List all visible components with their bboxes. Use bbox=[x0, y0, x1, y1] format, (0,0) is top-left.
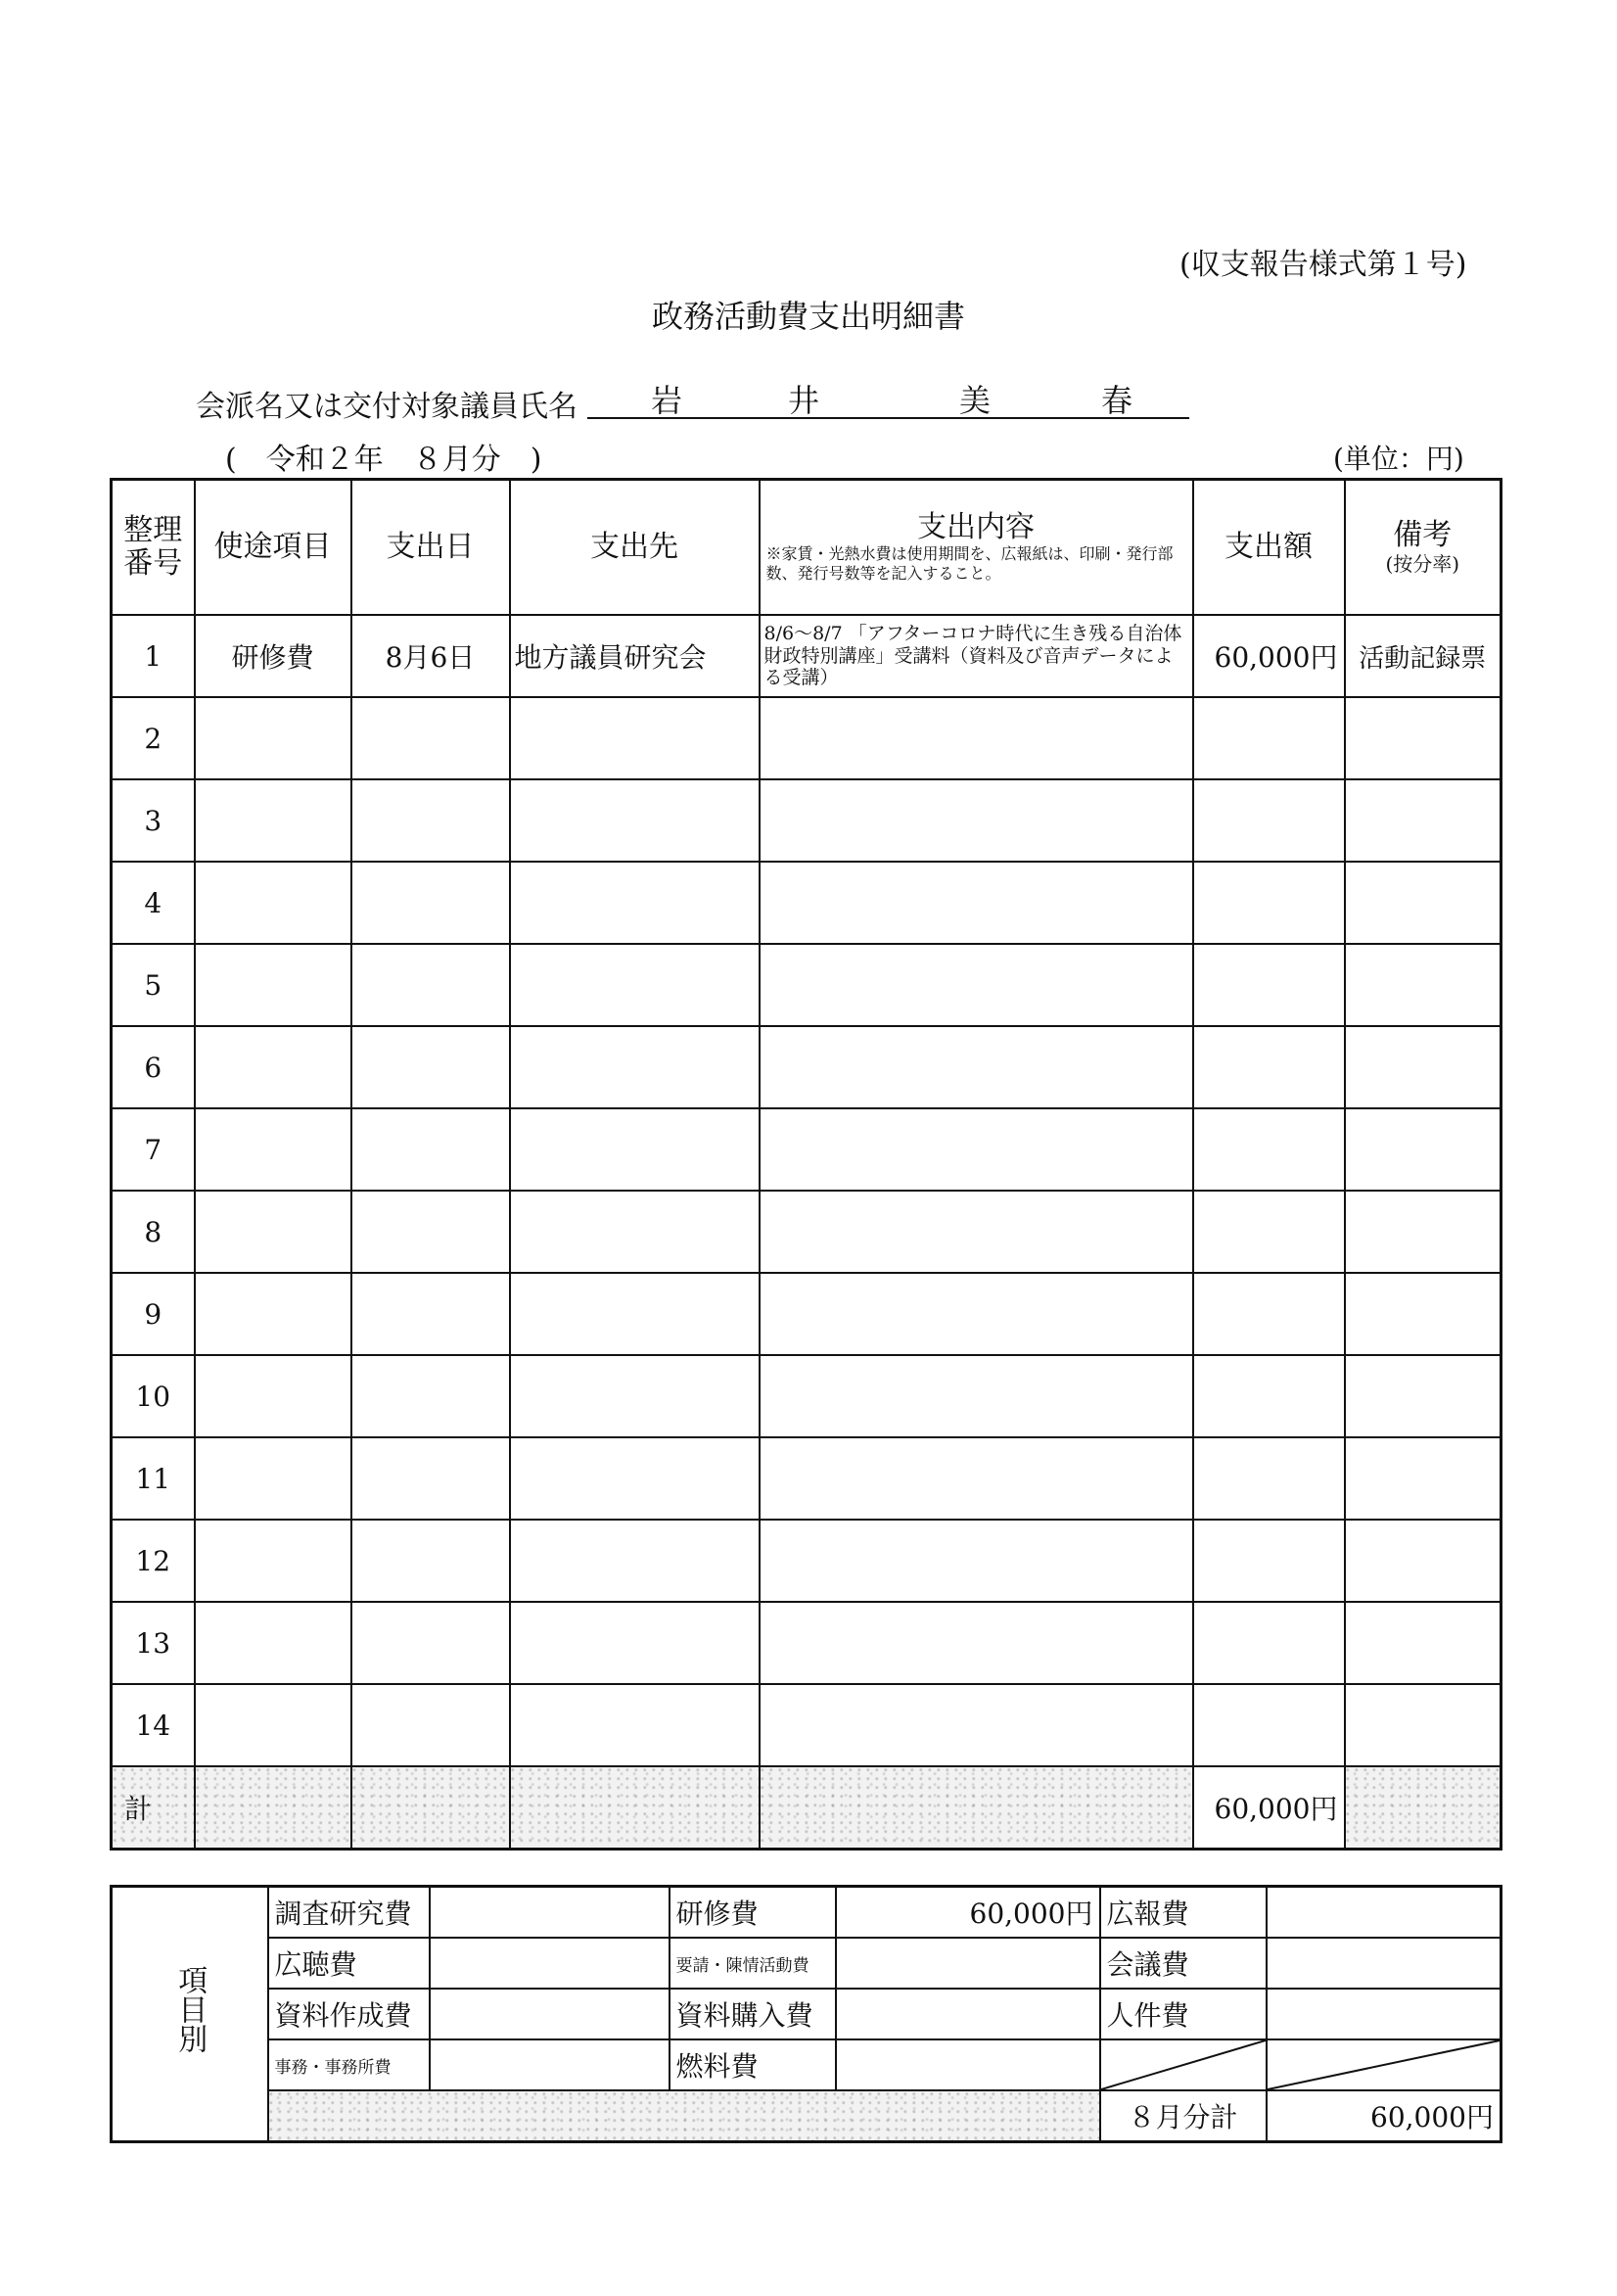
table-row bbox=[112, 1437, 1502, 1520]
summary-label: 要請・陳情活動費 bbox=[670, 1938, 836, 1989]
expense-table bbox=[110, 478, 1502, 1851]
cell-category bbox=[195, 1602, 351, 1684]
cell-no: 4 bbox=[112, 862, 195, 944]
summary-value bbox=[1267, 1938, 1502, 1989]
cell-date bbox=[351, 1273, 510, 1355]
cell-date bbox=[351, 1684, 510, 1766]
cell-remarks bbox=[1345, 1108, 1502, 1191]
cell-amount bbox=[1193, 944, 1345, 1026]
cell-category bbox=[195, 1437, 351, 1520]
summary-side-text: 項目別 bbox=[172, 1965, 208, 2053]
total-amount: 60,000円 bbox=[1193, 1766, 1345, 1850]
cell-no: 11 bbox=[112, 1437, 195, 1520]
cell-content bbox=[760, 1191, 1193, 1273]
summary-label: 広聴費 bbox=[268, 1938, 430, 1989]
cell-no: 8 bbox=[112, 1191, 195, 1273]
cell-category bbox=[195, 862, 351, 944]
name-char: 岩 bbox=[651, 382, 683, 419]
cell-category bbox=[195, 944, 351, 1026]
cell-amount bbox=[1193, 779, 1345, 862]
cell-no: 1 bbox=[112, 615, 195, 697]
header-content-note: ※家賃・光熱水費は使用期間を、広報紙は、印刷・発行部数、発行号数等を記入すること。 bbox=[765, 544, 1174, 584]
table-row bbox=[112, 1355, 1502, 1437]
cell-content bbox=[760, 1108, 1193, 1191]
summary-label: 人件費 bbox=[1100, 1989, 1267, 2039]
table-row bbox=[112, 615, 1502, 697]
summary-value: 60,000円 bbox=[836, 1887, 1100, 1939]
shaded-cell bbox=[510, 1766, 760, 1850]
cell-remarks bbox=[1345, 1602, 1502, 1684]
cell-date bbox=[351, 862, 510, 944]
header-remarks-sub: (按分率) bbox=[1385, 551, 1460, 576]
summary-value bbox=[430, 1989, 670, 2039]
diagonal-cell bbox=[1267, 2039, 1502, 2090]
diagonal-cell bbox=[1100, 2039, 1267, 2090]
header-no: 整理番号 bbox=[112, 480, 195, 616]
cell-content: 8/6～8/7 「アフターコロナ時代に生き残る自治体財政特別講座」受講料（資料及び音声データによる受講） bbox=[760, 615, 1193, 697]
summary-label: 燃料費 bbox=[670, 2039, 836, 2090]
month-total-label: ８月分計 bbox=[1100, 2090, 1267, 2142]
cell-content bbox=[760, 944, 1193, 1026]
cell-amount bbox=[1193, 1273, 1345, 1355]
cell-payee bbox=[510, 1191, 760, 1273]
table-row bbox=[112, 1602, 1502, 1684]
cell-payee bbox=[510, 944, 760, 1026]
table-row bbox=[112, 1520, 1502, 1602]
cell-amount bbox=[1193, 1191, 1345, 1273]
cell-category bbox=[195, 1684, 351, 1766]
summary-label: 資料購入費 bbox=[670, 1989, 836, 2039]
cell-date bbox=[351, 1108, 510, 1191]
cell-remarks bbox=[1345, 1026, 1502, 1108]
cell-payee bbox=[510, 1684, 760, 1766]
cell-content bbox=[760, 779, 1193, 862]
cell-amount bbox=[1193, 1108, 1345, 1191]
table-row bbox=[112, 779, 1502, 862]
cell-amount bbox=[1193, 697, 1345, 779]
cell-no: 10 bbox=[112, 1355, 195, 1437]
table-row bbox=[112, 1684, 1502, 1766]
cell-remarks bbox=[1345, 1684, 1502, 1766]
category-summary-table bbox=[110, 1885, 1502, 2143]
cell-category bbox=[195, 1520, 351, 1602]
shaded-cell bbox=[760, 1766, 1193, 1850]
cell-no: 5 bbox=[112, 944, 195, 1026]
cell-remarks: 活動記録票 bbox=[1345, 615, 1502, 697]
cell-content bbox=[760, 862, 1193, 944]
summary-value bbox=[430, 2039, 670, 2090]
cell-category bbox=[195, 697, 351, 779]
header-date: 支出日 bbox=[351, 480, 510, 616]
unit-label: (単位：円) bbox=[1333, 443, 1464, 475]
cell-remarks bbox=[1345, 1437, 1502, 1520]
month-total-value: 60,000円 bbox=[1267, 2090, 1502, 2142]
table-row bbox=[112, 1191, 1502, 1273]
header-remarks bbox=[1345, 480, 1502, 616]
cell-amount bbox=[1193, 1026, 1345, 1108]
cell-remarks bbox=[1345, 779, 1502, 862]
cell-content bbox=[760, 1026, 1193, 1108]
cell-date bbox=[351, 944, 510, 1026]
cell-no: 6 bbox=[112, 1026, 195, 1108]
cell-no: 13 bbox=[112, 1602, 195, 1684]
cell-category bbox=[195, 1355, 351, 1437]
name-field bbox=[587, 372, 1189, 419]
summary-label: 調査研究費 bbox=[268, 1887, 430, 1939]
cell-no: 3 bbox=[112, 779, 195, 862]
cell-date bbox=[351, 1355, 510, 1437]
shaded-cell bbox=[268, 2090, 1100, 2142]
cell-date bbox=[351, 1602, 510, 1684]
cell-payee bbox=[510, 862, 760, 944]
cell-remarks bbox=[1345, 697, 1502, 779]
name-char: 井 bbox=[788, 382, 820, 419]
cell-amount bbox=[1193, 1355, 1345, 1437]
table-row bbox=[112, 697, 1502, 779]
document-title: 政務活動費支出明細書 bbox=[651, 298, 965, 335]
summary-value bbox=[1267, 1887, 1502, 1939]
cell-payee bbox=[510, 1108, 760, 1191]
cell-date bbox=[351, 1026, 510, 1108]
total-row bbox=[112, 1766, 1502, 1850]
cell-payee bbox=[510, 779, 760, 862]
diagonal-line bbox=[1268, 2040, 1501, 2089]
cell-payee bbox=[510, 1273, 760, 1355]
cell-date bbox=[351, 1191, 510, 1273]
cell-remarks bbox=[1345, 944, 1502, 1026]
header-category: 使途項目 bbox=[195, 480, 351, 616]
table-header-row bbox=[112, 480, 1502, 616]
header-remarks-label: 備考 bbox=[1393, 518, 1453, 553]
summary-label: 資料作成費 bbox=[268, 1989, 430, 2039]
cell-content bbox=[760, 1437, 1193, 1520]
cell-payee bbox=[510, 1437, 760, 1520]
cell-payee bbox=[510, 1520, 760, 1602]
cell-category bbox=[195, 1026, 351, 1108]
cell-date bbox=[351, 1437, 510, 1520]
cell-category bbox=[195, 1108, 351, 1191]
cell-no: 2 bbox=[112, 697, 195, 779]
cell-remarks bbox=[1345, 862, 1502, 944]
shaded-cell bbox=[1345, 1766, 1502, 1850]
summary-value bbox=[430, 1938, 670, 1989]
header-content-label: 支出内容 bbox=[917, 509, 1035, 544]
cell-no: 9 bbox=[112, 1273, 195, 1355]
summary-value bbox=[836, 1989, 1100, 2039]
cell-category bbox=[195, 1273, 351, 1355]
cell-amount bbox=[1193, 1520, 1345, 1602]
cell-content bbox=[760, 1355, 1193, 1437]
cell-content bbox=[760, 697, 1193, 779]
cell-no: 12 bbox=[112, 1520, 195, 1602]
header-payee: 支出先 bbox=[510, 480, 760, 616]
cell-content bbox=[760, 1273, 1193, 1355]
name-label: 会派名又は交付対象議員氏名 bbox=[196, 390, 578, 424]
summary-label: 会議費 bbox=[1100, 1938, 1267, 1989]
cell-content bbox=[760, 1602, 1193, 1684]
form-number: (収支報告様式第１号) bbox=[1179, 248, 1467, 282]
table-row bbox=[112, 1108, 1502, 1191]
cell-no: 14 bbox=[112, 1684, 195, 1766]
summary-label: 研修費 bbox=[670, 1887, 836, 1939]
cell-remarks bbox=[1345, 1191, 1502, 1273]
cell-content bbox=[760, 1520, 1193, 1602]
cell-category bbox=[195, 1191, 351, 1273]
summary-value bbox=[1267, 1989, 1502, 2039]
summary-value bbox=[430, 1887, 670, 1939]
shaded-cell bbox=[351, 1766, 510, 1850]
cell-category bbox=[195, 779, 351, 862]
cell-content bbox=[760, 1684, 1193, 1766]
table-row bbox=[112, 1026, 1502, 1108]
diagonal-line bbox=[1101, 2040, 1266, 2089]
shaded-cell bbox=[195, 1766, 351, 1850]
cell-remarks bbox=[1345, 1355, 1502, 1437]
cell-amount bbox=[1193, 862, 1345, 944]
summary-label: 広報費 bbox=[1100, 1887, 1267, 1939]
cell-payee bbox=[510, 697, 760, 779]
cell-remarks bbox=[1345, 1273, 1502, 1355]
cell-date: 8月6日 bbox=[351, 615, 510, 697]
summary-value bbox=[836, 1938, 1100, 1989]
cell-date bbox=[351, 779, 510, 862]
total-label: 計 bbox=[112, 1766, 195, 1850]
cell-date bbox=[351, 1520, 510, 1602]
cell-payee bbox=[510, 1355, 760, 1437]
table-row bbox=[112, 1273, 1502, 1355]
summary-label: 事務・事務所費 bbox=[268, 2039, 430, 2090]
name-char: 春 bbox=[1101, 382, 1133, 419]
period: ( 令和２年 ８月分 ) bbox=[225, 443, 542, 477]
table-row bbox=[112, 944, 1502, 1026]
cell-amount bbox=[1193, 1437, 1345, 1520]
summary-value bbox=[836, 2039, 1100, 2090]
header-amount: 支出額 bbox=[1193, 480, 1345, 616]
table-row bbox=[112, 862, 1502, 944]
cell-no: 7 bbox=[112, 1108, 195, 1191]
cell-payee: 地方議員研究会 bbox=[510, 615, 760, 697]
cell-amount bbox=[1193, 1684, 1345, 1766]
cell-remarks bbox=[1345, 1520, 1502, 1602]
cell-payee bbox=[510, 1602, 760, 1684]
cell-category: 研修費 bbox=[195, 615, 351, 697]
cell-amount: 60,000円 bbox=[1193, 615, 1345, 697]
summary-side-label bbox=[112, 1887, 268, 2142]
name-char: 美 bbox=[959, 382, 992, 419]
cell-payee bbox=[510, 1026, 760, 1108]
cell-amount bbox=[1193, 1602, 1345, 1684]
header-content bbox=[760, 480, 1193, 616]
cell-date bbox=[351, 697, 510, 779]
